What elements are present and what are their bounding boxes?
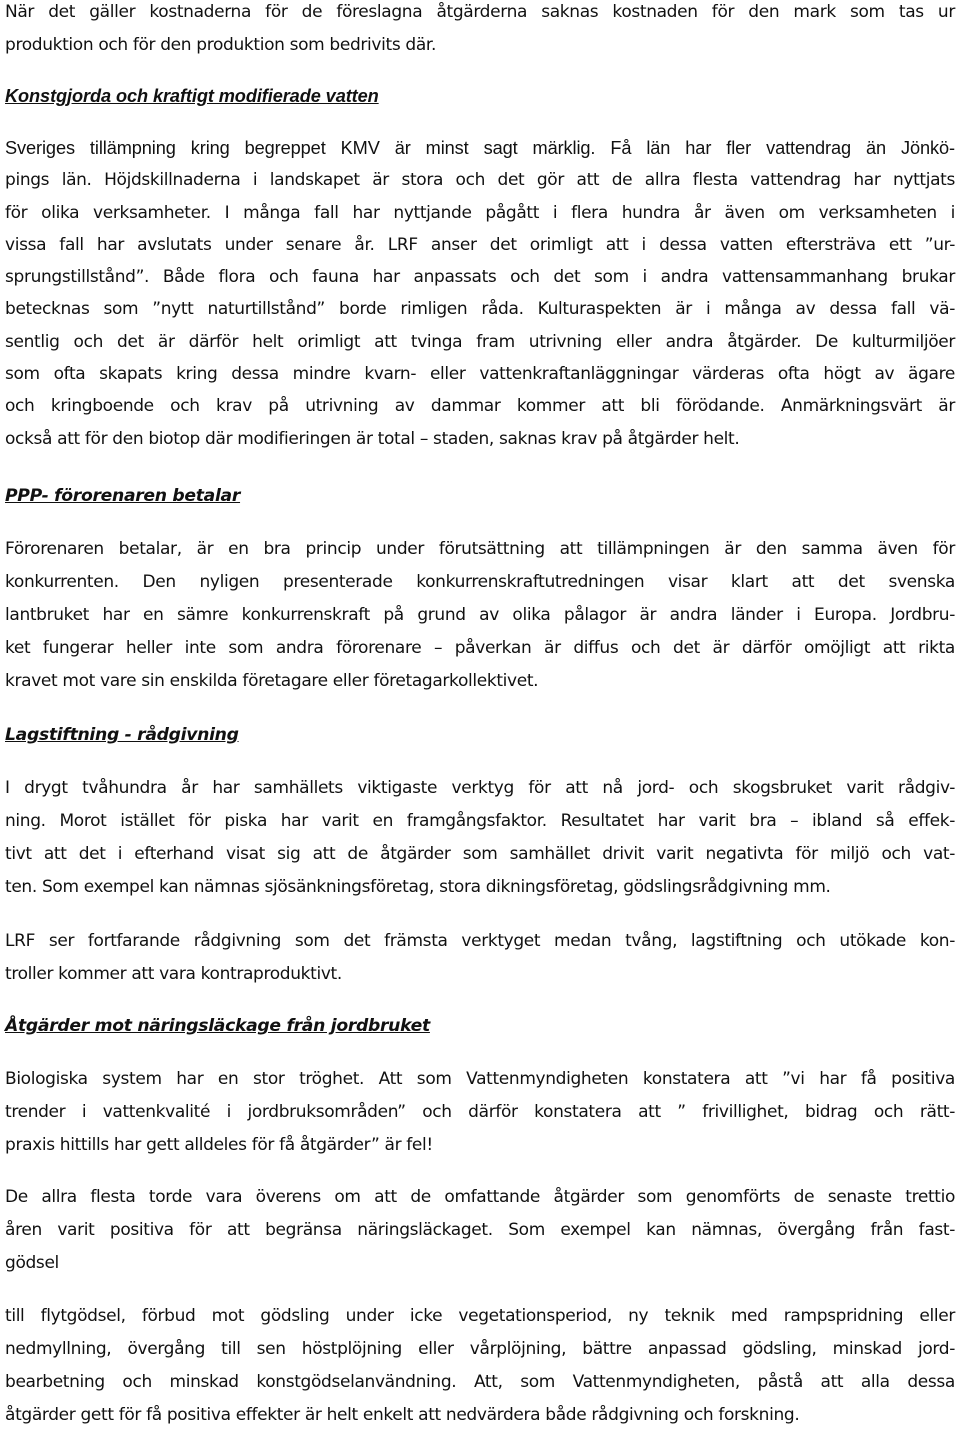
- heading-text: Åtgärder mot näringsläckage från jordbruket: [5, 1016, 430, 1036]
- heading-text: PPP- förorenaren betalar: [5, 486, 241, 506]
- text-line: ket fungerar heller inte som andra förorenare – påverkan är diffus och det är därför omöjligt att rikta: [5, 638, 955, 658]
- section-lagstiftning-paragraph-2: [5, 925, 955, 991]
- text-line: nedmyllning, övergång till sen höstplöjning eller vårplöjning, bättre anpassad gödsling, minskad jord-: [5, 1339, 955, 1359]
- text-line: som ofta skapats kring dessa mindre kvarn- eller vattenkraftanläggningar värderas ofta högt av ägare: [5, 364, 955, 385]
- text-line: vissa fall har avslutats under senare år. LRF anser det orimligt att i dessa vatten eftersträva ett ”ur-: [5, 234, 955, 255]
- intro-paragraph: [5, 0, 955, 61]
- section-lagstiftning-paragraph-1: [5, 772, 955, 904]
- section-atgarder-paragraph-2: [5, 1181, 955, 1280]
- section-atgarder-paragraph-1: [5, 1063, 955, 1162]
- text-line: När det gäller kostnaderna för de föreslagna åtgärderna saknas kostnaden för den mark som tas ur: [5, 2, 955, 22]
- text-line: åtgärder gett för få positiva effekter är helt enkelt att nedvärdera både rådgivning och forskning.: [5, 1405, 800, 1425]
- text-line: pings län. Höjdskillnaderna i landskapet är stora och det gör att de allra flesta vattendrag har nyttjats: [5, 170, 955, 191]
- text-line: kravet mot vare sin enskilda företagare eller företagarkollektivet.: [5, 671, 539, 691]
- text-line: Biologiska system har en stor tröghet. Att som Vattenmyndigheten konstatera att ”vi har få positiva: [5, 1069, 955, 1089]
- text-line: gödsel: [5, 1253, 59, 1273]
- text-line: åren varit positiva för att begränsa näringsläckaget. Som exempel kan nämnas, övergång från fast-: [5, 1220, 955, 1240]
- text-line: också att för den biotop där modifieringen är total – staden, saknas krav på åtgärder helt.: [5, 428, 740, 449]
- text-line: trender i vattenkvalité i jordbruksområden” och därför konstatera att ” frivillighet, bidrag och rätt-: [5, 1102, 955, 1122]
- text-line: troller kommer att vara kontraproduktivt.: [5, 964, 342, 984]
- text-line: I drygt tvåhundra år har samhällets viktigaste verktyg för att nå jord- och skogsbruket varit rådgiv-: [5, 778, 955, 798]
- section-vatten-paragraph: [5, 132, 955, 455]
- section-heading-vatten: [5, 84, 379, 108]
- text-line: till flytgödsel, förbud mot gödsling under icke vegetationsperiod, ny teknik med rampspridning eller: [5, 1306, 955, 1326]
- text-line: sentlig och det är därför helt orimligt att tvinga fram utrivning eller andra åtgärder. De kulturmiljöer: [5, 331, 955, 352]
- text-line: konkurrenten. Den nyligen presenterade konkurrenskraftutredningen visar klart att det svenska: [5, 572, 955, 592]
- text-line: De allra flesta torde vara överens om att de omfattande åtgärder som genomförts de senaste trettio: [5, 1187, 955, 1207]
- section-ppp-paragraph: [5, 533, 955, 698]
- text-line: betecknas som ”nytt naturtillstånd” borde rimligen råda. Kulturaspekten är i många av dessa fall vä-: [5, 299, 955, 320]
- section-heading-lagstiftning: [5, 723, 239, 748]
- text-line: lantbruket har en sämre konkurrenskraft på grund av olika pålagor är andra länder i Europa. Jordbru-: [5, 605, 955, 625]
- text-line: Förorenaren betalar, är en bra princip under förutsättning att tillämpningen är den samma även för: [5, 539, 955, 559]
- text-line: ning. Morot istället för piska har varit en framgångsfaktor. Resultatet har varit bra – ibland så effek-: [5, 811, 955, 831]
- text-line: Sveriges tillämpning kring begreppet KMV är minst sagt märklig. Få län har fler vattendrag än Jönkö-: [5, 138, 955, 158]
- text-line: för olika verksamheter. I många fall har nyttjande pågått i flera hundra år även om verksamheten i: [5, 202, 955, 223]
- section-atgarder-paragraph-3: [5, 1300, 955, 1432]
- text-line: tivt att det i efterhand visat sig att de åtgärder som samhället drivit varit negativta för miljö och vat-: [5, 844, 955, 864]
- section-heading-ppp: [5, 484, 240, 509]
- text-line: produktion och för den produktion som bedrivits där.: [5, 34, 437, 55]
- text-line: LRF ser fortfarande rådgivning som det främsta verktyget medan tvång, lagstiftning och utökade kon-: [5, 931, 955, 951]
- heading-text: Konstgjorda och kraftigt modifierade vatten: [5, 86, 379, 106]
- text-line: sprungstillstånd”. Både flora och fauna har anpassats och det som i andra vattensammanhang brukar: [5, 267, 955, 288]
- text-line: och kringboende och krav på utrivning av dammar kommer att bli förödande. Anmärkningsvärt är: [5, 396, 955, 417]
- text-line: praxis hittills har gett alldeles för få åtgärder” är fel!: [5, 1135, 433, 1155]
- section-heading-atgarder: [5, 1014, 430, 1039]
- text-line: bearbetning och minskad konstgödselanvändning. Att, som Vattenmyndigheten, påstå att alla dessa: [5, 1372, 955, 1392]
- heading-text: Lagstiftning - rådgivning: [5, 725, 239, 745]
- text-line: ten. Som exempel kan nämnas sjösänkningsföretag, stora dikningsföretag, gödslingsrådgivning mm.: [5, 877, 831, 897]
